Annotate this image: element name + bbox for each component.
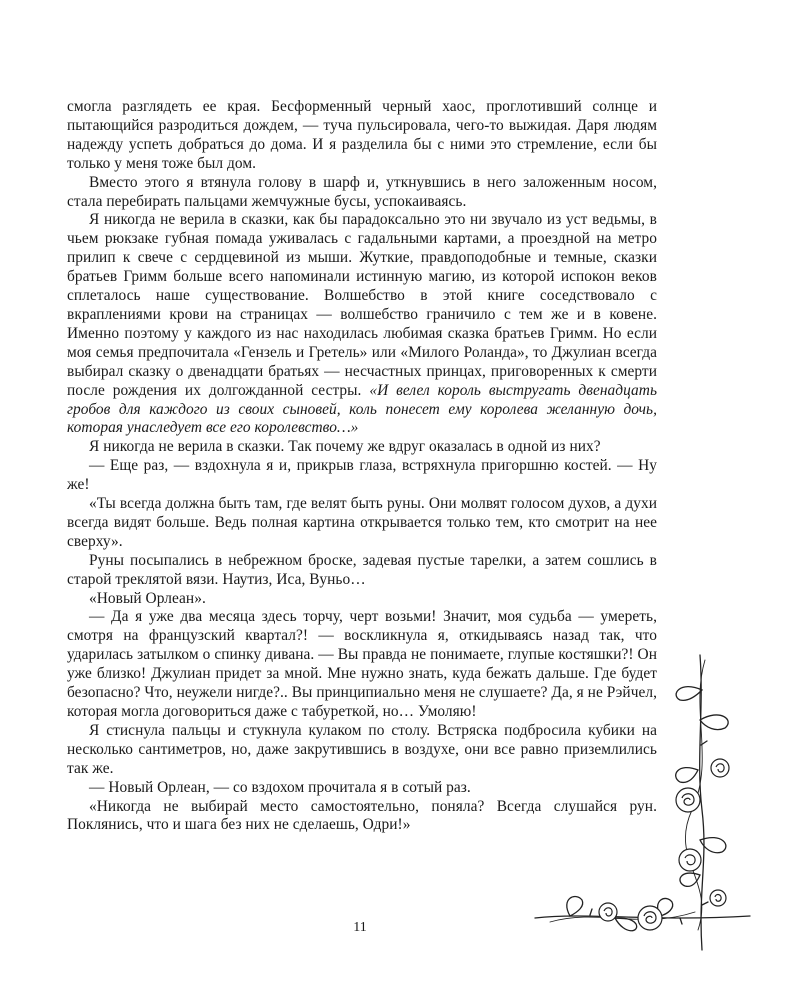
paragraph: Я никогда не верила в сказки. Так почему же вдруг оказалась в одной из них? xyxy=(89,438,601,456)
rose xyxy=(638,906,662,930)
paragraph: «Ты всегда должна быть там, где велят быть руны. Они молвят голосом духов, а духи всегда видят больше. Ведь полная картина открывается только тем, кто смотрит на нее сверху». xyxy=(67,495,657,550)
paragraph: Вместо этого я втянула голову в шарф и, уткнувшись в него заложенным носом, стала перебирать пальцами жемчужные бусы, успокаиваясь. xyxy=(67,173,657,210)
italic-quote: «И велел король выстругать двенадцать гробов для каждого из своих сыновей, коль понесет ему королева желанную дочь, которая унаследует все его королевство…» xyxy=(67,381,657,437)
leaf xyxy=(700,715,728,730)
leaf xyxy=(680,873,700,886)
paragraph: — Да я уже два месяца здесь торчу, черт возьми! Значит, моя судьба — умереть, смотря на французский квартал?! — воскликнула я, откидываясь назад так, что ударилась затылком о спинку дивана. — Вы правда не понимаете, глупые костяшки?! Он уже близко! Джулиан придет за мной. Мне нужно знать, куда бежать дальше. Где будет безопасно? Что, неужели нигде?.. Вы принципиально меня не слушаете? Да, я не Рэйчел, которая могла договориться даже с табуреткой, но… Умоляю! xyxy=(67,608,657,720)
leaf xyxy=(615,918,637,931)
page-number: 11 xyxy=(353,920,367,935)
rose xyxy=(711,759,729,777)
paragraph: Руны посыпались в небрежном броске, задевая пустые тарелки, а затем сошлись в старой треклятой вязи. Наутиз, Иса, Вуньо… xyxy=(67,551,657,588)
leaf xyxy=(567,897,583,916)
rose xyxy=(599,903,617,921)
leaf xyxy=(676,687,702,701)
rose-vine-ornament xyxy=(530,650,755,960)
paragraph: смогла разглядеть ее края. Бесформенный черный хаос, проглотивший солнце и пытающийся разродиться дождем, — туча пульсировала, чего-то выжидая. Даря людям надежду успеть добраться до дома. И я разделила бы с ними это стремление, если бы только у меня тоже был дом. xyxy=(67,98,657,172)
paragraph: Я стиснула пальцы и стукнула кулаком по столу. Встряска подбросила кубики на несколько сантиметров, но, даже закрутившись в воздухе, они все равно приземлились так же. xyxy=(67,721,657,777)
rose xyxy=(679,849,701,871)
rose xyxy=(676,788,700,812)
thorn xyxy=(590,741,708,924)
paragraph: — Еще раз, — вздохнула я и, прикрыв глаза, встряхнула пригоршню костей. — Ну же! xyxy=(67,457,657,494)
paragraph-text: Я никогда не верила в сказки, как бы парадоксально это ни звучало из уст ведьмы, в чьем рюкзаке губная помада уживалась с гадальными картами, а проездной на метро прилип к свече с сердцевиной из мыши. Жуткие, правдоподобные и темные, сказки братьев Гримм больше всего напоминали истинную магию, из которой испокон веков сплеталось наше существование. Волшебство в этой книге соседствовало с вкраплениями крови на страницах — волшебство граничило с тем же и в ковене. Именно поэтому у каждого из нас находилась любимая сказка братьев Гримм. Но если моя семья предпочитала «Гензель и Гретель» или «Милого Роланда», то Джулиан всегда выбирал сказку о двенадцати братьях — несчастных принцах, приговоренных к смерти после рождения их долгожданной сестры. xyxy=(67,211,657,399)
leaf xyxy=(676,768,698,783)
paragraph xyxy=(67,211,657,438)
paragraph: — Новый Орлеан, — со вздохом прочитала я в сотый раз. xyxy=(89,778,471,796)
paragraph: «Новый Орлеан». xyxy=(89,589,206,607)
rose xyxy=(710,890,726,906)
paragraph: «Никогда не выбирай место самостоятельно, поняла? Всегда слушайся рун. Поклянись, что и шага без них не сделаешь, Одри!» xyxy=(67,797,657,834)
